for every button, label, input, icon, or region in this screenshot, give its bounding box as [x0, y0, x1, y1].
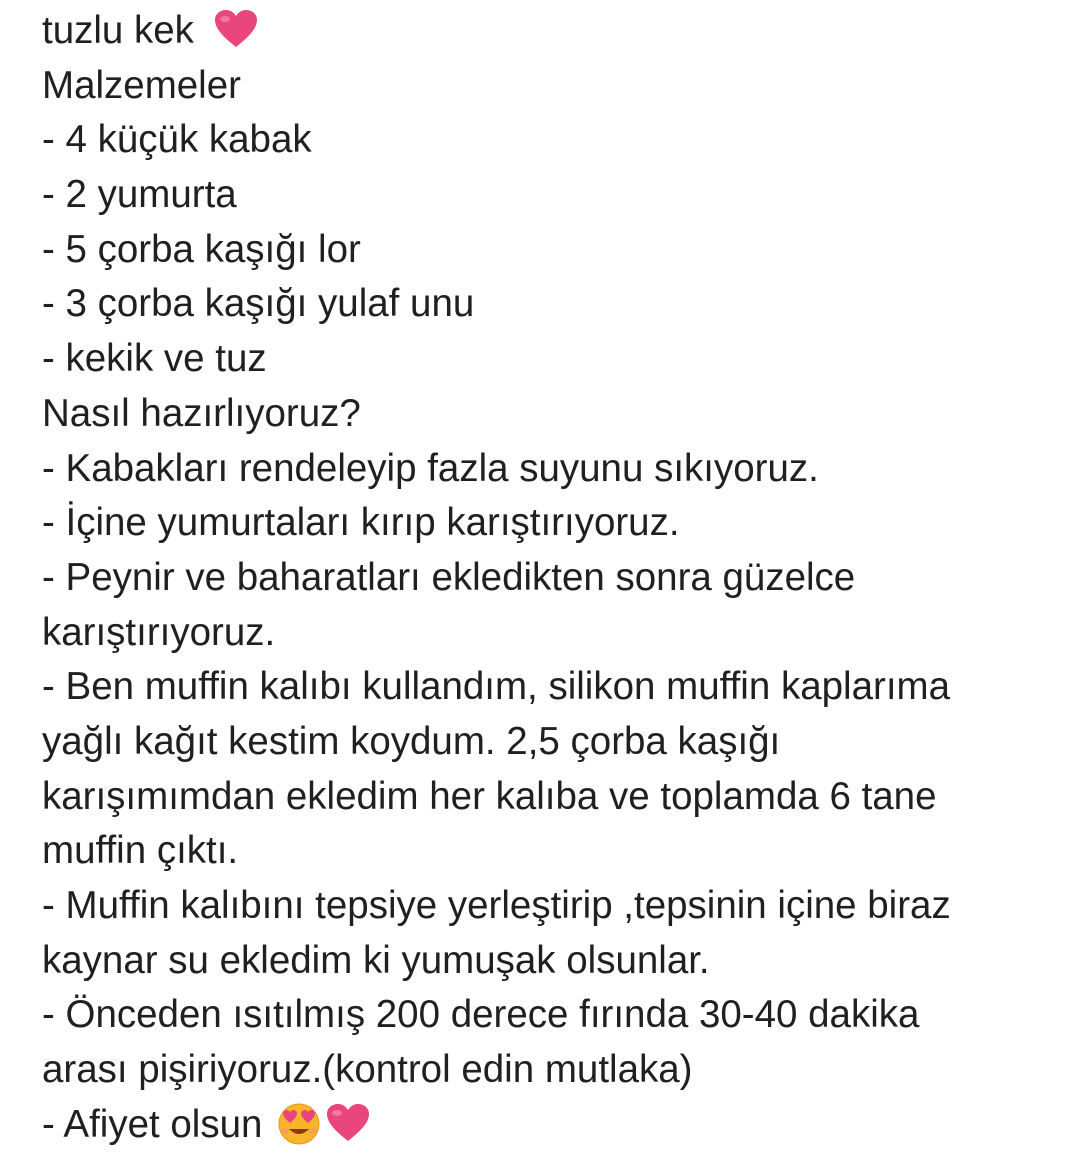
recipe-note — [42, 4, 1052, 1152]
recipe-title-line — [42, 4, 1052, 59]
step-line: - Peynir ve baharatları ekledikten sonra güzelce — [42, 555, 856, 599]
step-line: karıştırıyoruz. — [42, 610, 276, 654]
method-heading: Nasıl hazırlıyoruz? — [42, 391, 361, 435]
closing-text: - Afiyet olsun — [42, 1102, 263, 1146]
step-line: - Kabakları rendeleyip fazla suyunu sıkıyoruz. — [42, 446, 819, 490]
recipe-title: tuzlu kek — [42, 9, 194, 52]
ingredient-item: - kekik ve tuz — [42, 337, 267, 381]
closing-line — [42, 1098, 1052, 1153]
smiling-face-with-heart-eyes-icon — [275, 1101, 323, 1145]
heart-icon — [213, 9, 259, 49]
step-line: yağlı kağıt kestim koydum. 2,5 çorba kaşığı — [42, 719, 781, 763]
step-line: karışımımdan ekledim her kalıba ve toplamda 6 tane — [42, 774, 937, 818]
step-line: - Ben muffin kalıbı kullandım, silikon muffin kaplarıma — [42, 665, 951, 709]
step-line: kaynar su ekledim ki yumuşak olsunlar. — [42, 938, 710, 982]
step-line: arası pişiriyoruz.(kontrol edin mutlaka) — [42, 1048, 693, 1092]
ingredient-item: - 2 yumurta — [42, 173, 237, 217]
ingredient-item: - 5 çorba kaşığı lor — [42, 227, 361, 271]
step-line: - İçine yumurtaları kırıp karıştırıyoruz. — [42, 501, 680, 545]
step-line: - Muffin kalıbını tepsiye yerleştirip ,tepsinin içine biraz — [42, 884, 951, 927]
ingredient-item: - 4 küçük kabak — [42, 118, 312, 162]
ingredient-item: - 3 çorba kaşığı yulaf unu — [42, 282, 475, 326]
heart-icon — [325, 1103, 371, 1143]
ingredients-heading: Malzemeler — [42, 63, 241, 107]
step-line: - Önceden ısıtılmış 200 derece fırında 30-40 dakika — [42, 993, 920, 1037]
step-line: muffin çıktı. — [42, 829, 239, 873]
